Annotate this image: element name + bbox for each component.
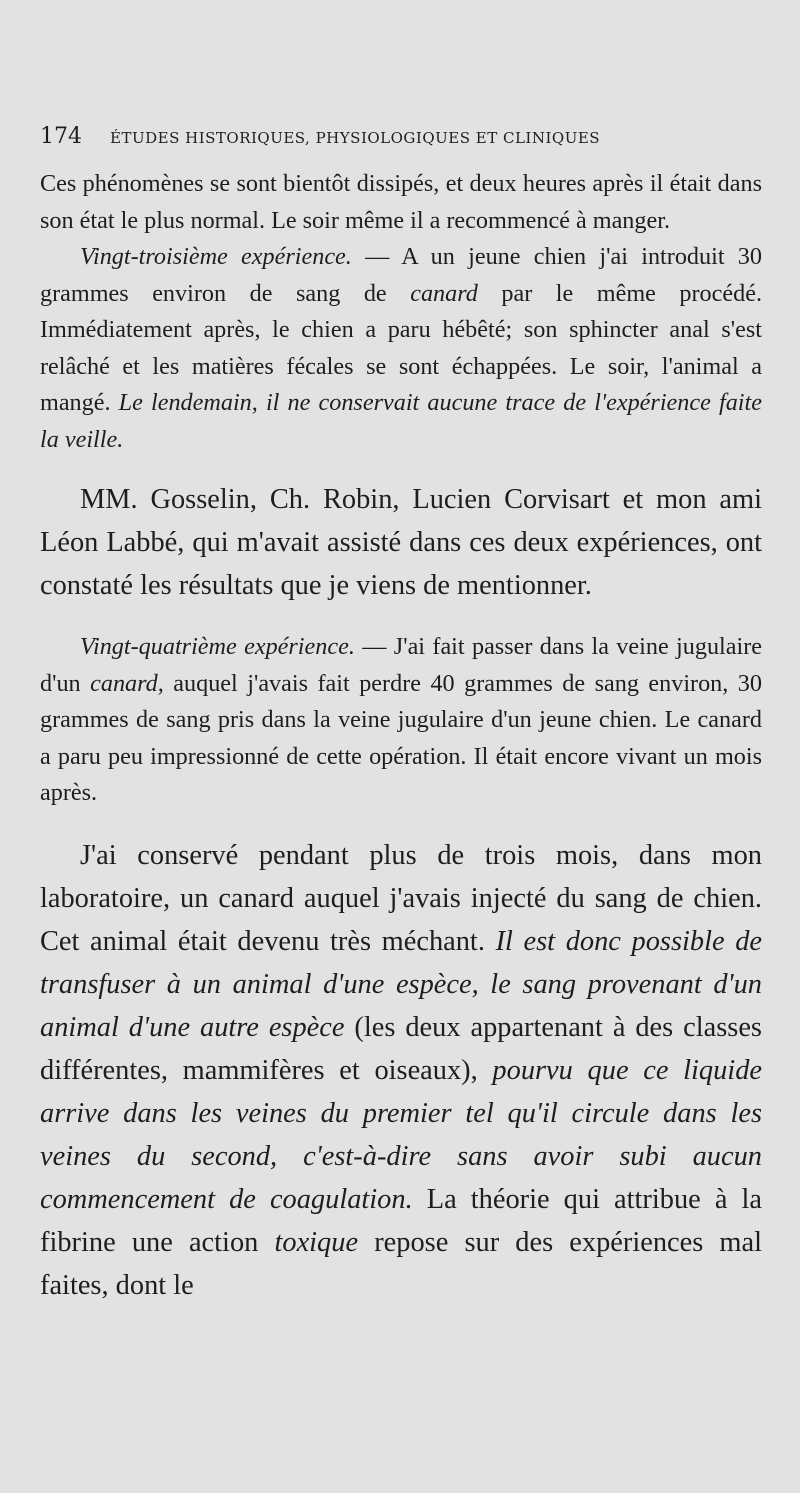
experiment-23-body-2: par le même procédé. Immédiatement après, le chien a paru hébêté; son sphincter anal s'est relâché et les matières fécales se sont échappées. Le soir, l'animal a mangé. (40, 279, 762, 416)
experiment-23-body: — A un jeune chien j'ai introduit 30 grammes environ de sang de (40, 243, 762, 307)
experiment-24-title: Vingt-quatrième expérience. (80, 633, 355, 660)
conclusion-text-2: (les deux appartenant à des classes différentes, mammifères et oiseaux), (40, 1011, 762, 1086)
paragraph-experiment-24 (40, 629, 762, 812)
conclusion-italic-3: toxique (274, 1226, 359, 1258)
running-title: ÉTUDES HISTORIQUES, PHYSIOLOGIQUES ET CLINIQUES (110, 129, 601, 147)
experiment-23-title: Vingt-troisième expérience. (80, 243, 352, 270)
witnesses-text: MM. Gosselin, Ch. Robin, Lucien Corvisart et mon ami Léon Labbé, qui m'avait assisté dans ces deux expériences, ont constaté les résultats que je viens de mentionner. (40, 484, 762, 601)
experiment-24-body-2: auquel j'avais fait perdre 40 grammes de sang environ, 30 grammes de sang pris dans la veine jugulaire d'un jeune chien. Le canard a paru peu impressionné de cette opération. Il était encore vivant un mois après. (40, 669, 762, 806)
conclusion-italic-2: pourvu que ce liquide arrive dans les veines du premier tel qu'il circule dans les veines du second, c'est-à-dire sans avoir subi aucun commencement de coagulation. (40, 1054, 762, 1215)
conclusion-text-4: repose sur des expériences mal faites, dont le (40, 1226, 762, 1301)
conclusion-italic-1: Il est donc possible de transfuser à un animal d'une espèce, le sang provenant d'un animal d'une autre espèce (40, 925, 762, 1043)
paragraph-experiment-23 (40, 239, 762, 458)
conclusion-text-3: La théorie qui attribue à la fibrine une action (40, 1183, 762, 1258)
experiment-24-body: — J'ai fait passer dans la veine jugulaire d'un (40, 633, 763, 697)
paragraph-1 (40, 166, 762, 239)
experiment-23-italic-end: Le lendemain, il ne conservait aucune trace de l'expérience faite la veille. (40, 389, 762, 453)
paragraph-conclusion (40, 834, 762, 1307)
page-header (40, 124, 760, 149)
page-number: 174 (40, 124, 82, 149)
paragraph-1-text: Ces phénomènes se sont bientôt dissipés, et deux heures après il était dans son état le plus normal. Le soir même il a recommencé à manger. (40, 170, 762, 234)
experiment-24-canard: canard, (90, 669, 164, 697)
conclusion-text-1: J'ai conservé pendant plus de trois mois, dans mon laboratoire, un canard auquel j'avais injecté du sang de chien. Cet animal était devenu très méchant. (40, 839, 762, 957)
paragraph-witnesses (40, 478, 762, 607)
experiment-23-canard: canard (410, 279, 478, 307)
body-text (40, 166, 762, 1307)
